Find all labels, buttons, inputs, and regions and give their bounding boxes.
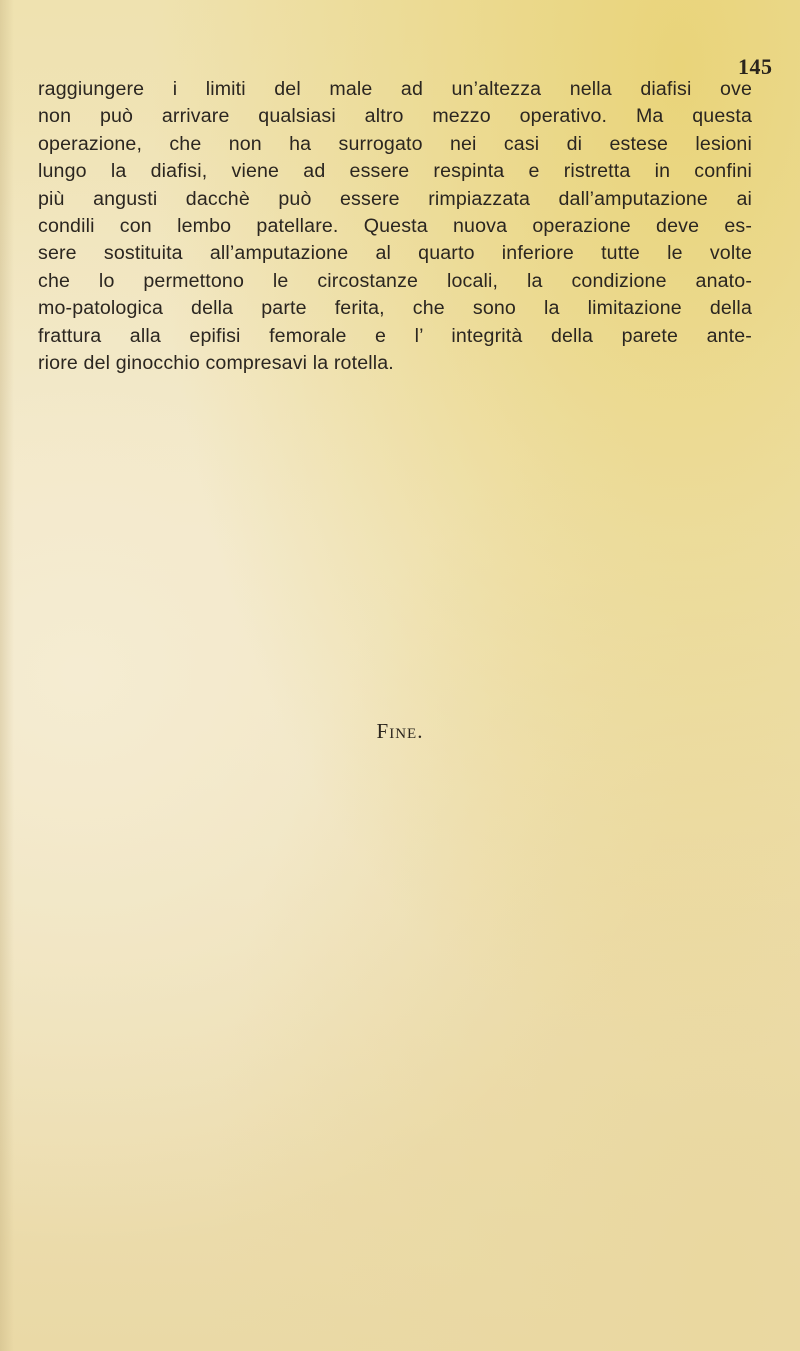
text-line: non può arrivare qualsiasi altro mezzo operativo. Ma questa bbox=[38, 105, 752, 128]
text-line: raggiungere i limiti del male ad un’altezza nella diafisi ove bbox=[38, 78, 752, 100]
text-line: condili con lembo patellare. Questa nuova operazione deve es- bbox=[38, 214, 752, 237]
page-gutter-shadow bbox=[0, 0, 14, 1351]
text-line: sere sostituita all’amputazione al quarto inferiore tutte le volte bbox=[38, 242, 752, 265]
text-line: lungo la diafisi, viene ad essere respinta e ristretta in confini bbox=[38, 160, 752, 183]
body-paragraph bbox=[38, 76, 752, 377]
text-line: riore del ginocchio compresavi la rotella. bbox=[38, 351, 394, 374]
text-line: che lo permettono le circostanze locali, la condizione anato- bbox=[38, 269, 752, 292]
text-line: operazione, che non ha surrogato nei casi di estese lesioni bbox=[38, 132, 752, 155]
text-line: mo-patologica della parte ferita, che sono la limitazione della bbox=[38, 297, 752, 320]
text-line: frattura alla epifisi femorale e l’ integrità della parete ante- bbox=[38, 324, 752, 347]
text-line: più angusti dacchè può essere rimpiazzata dall’amputazione ai bbox=[38, 187, 752, 210]
page-number: 145 bbox=[738, 54, 773, 79]
end-mark: Fine. bbox=[376, 719, 424, 743]
